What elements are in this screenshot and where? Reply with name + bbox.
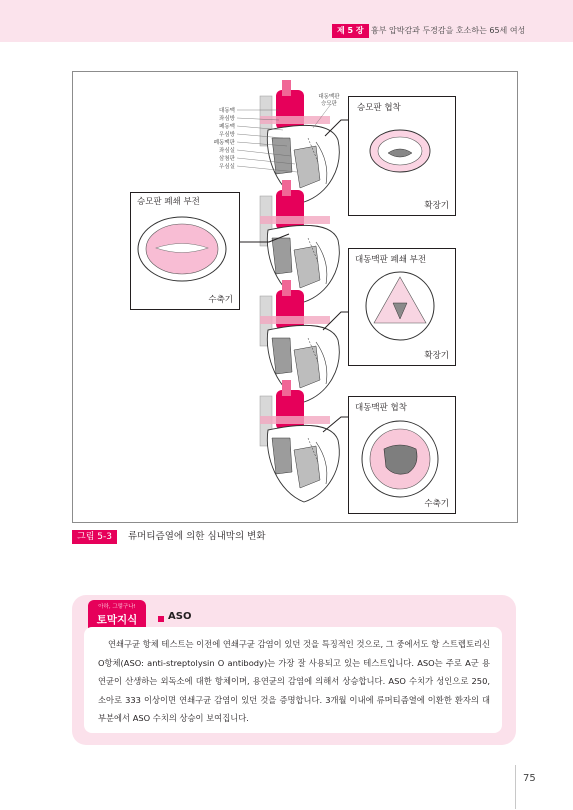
- tip-small-label: 아하, 그렇구나!: [98, 604, 136, 610]
- panel-phase: 수축기: [208, 295, 233, 305]
- anatomy-label: 우심실: [219, 164, 235, 170]
- anatomy-label: 대동맥: [219, 108, 235, 114]
- anatomy-label: 좌심실: [219, 148, 235, 154]
- figure-frame: [72, 71, 518, 523]
- heart-3: [260, 280, 339, 402]
- panel-title: 대동맥판 협착: [355, 403, 407, 413]
- page-number: 75: [523, 773, 536, 784]
- panel-aortic-regurgitation: [348, 248, 456, 366]
- panel-phase: 확장기: [424, 201, 449, 211]
- page-rule: [515, 765, 516, 809]
- panel-title: 승모판 협착: [357, 103, 401, 113]
- caption-text: 류머티즘열에 의한 심내막의 변화: [128, 531, 266, 542]
- anatomy-label: 우심방: [219, 132, 235, 138]
- heart-4: [260, 380, 339, 502]
- panel-mitral-regurgitation: [130, 192, 240, 310]
- panel-phase: 확장기: [424, 351, 449, 361]
- anatomy-label: 폐동맥: [219, 124, 235, 130]
- caption-number: 그림 5-3: [72, 530, 117, 544]
- tip-content: [84, 627, 502, 733]
- panel-title: 대동맥판 폐쇄 부전: [355, 255, 427, 265]
- panel-phase: 수축기: [424, 499, 449, 509]
- anatomy-label: 삼첨판: [219, 156, 235, 162]
- tip-topic: ASO: [168, 611, 192, 622]
- square-bullet-icon: [158, 616, 164, 622]
- tip-body-text: 연쇄구균 항체 테스트는 이전에 연쇄구균 감염이 있던 것을 특징적인 것으로, 그 중에서도 항 스트렙토리신 O항체(ASO: anti-streptolysin O antibody)는 가장 잘 사용되고 있는 테스트입니다. ASO는 주로 A군 용연균이 산생하는 외독소에 대한 항체이며, 용연균의 감염에 의해서 상승합니다. ASO 수치가 성인으로 250, 소아로 333 이상이면 연쇄구균 감염이 있던 것을 증명합니다. 3개월 이내에 류머티즘열에 이환한 환자의 대부분에서 ASO 수치의 상승이 보여집니다.: [98, 639, 490, 723]
- anatomy-label: 좌심방: [219, 116, 235, 122]
- chapter-badge: 제 5 장: [332, 24, 369, 38]
- panel-title: 승모판 폐쇄 부전: [137, 197, 200, 207]
- tip-body: [98, 635, 490, 728]
- tip-box: [72, 595, 516, 745]
- tip-label: 토막지식: [96, 614, 138, 626]
- valve-callout-label: 대동맥판 승모판: [318, 94, 340, 107]
- panel-mitral-stenosis: [348, 96, 456, 216]
- anatomy-label: 폐동맥판: [213, 140, 235, 146]
- header-title: 흉부 압박감과 두경감을 호소하는 65세 여성: [371, 26, 526, 35]
- panel-aortic-stenosis: [348, 396, 456, 514]
